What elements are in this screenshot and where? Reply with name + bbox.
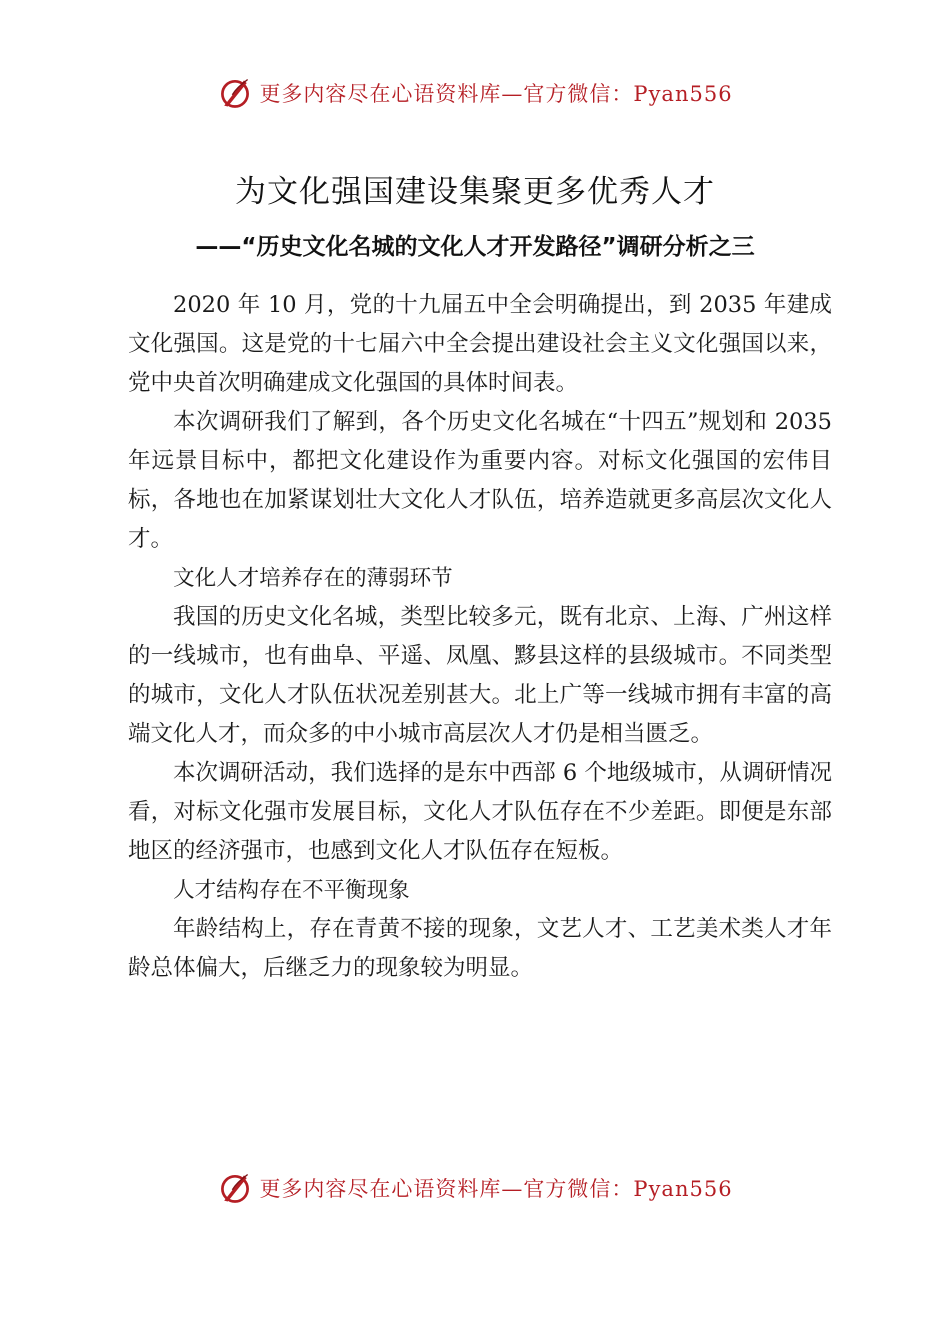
paragraph: 我国的历史文化名城，类型比较多元，既有北京、上海、广州这样的一线城市，也有曲阜、平遥、凤凰、黟县这样的县级城市。不同类型的城市，文化人才队伍状况差别甚大。北上广等一线城市拥有丰富的高端文化人才，而众多的中小城市高层次人才仍是相当匮乏。 <box>128 604 832 747</box>
paragraph: 年龄结构上，存在青黄不接的现象，文艺人才、工艺美术类人才年龄总体偏大，后继乏力的现象较为明显。 <box>128 916 832 981</box>
section-heading: 文化人才培养存在的薄弱环节 <box>173 566 453 591</box>
footer-banner-text: 更多内容尽在心语资料库—官方微信：Pyan556 <box>259 1177 733 1201</box>
document-title: 为文化强国建设集聚更多优秀人才 <box>235 174 715 210</box>
document-body <box>128 286 832 988</box>
document-subtitle: ——“历史文化名城的文化人才开发路径”调研分析之三 <box>195 234 755 260</box>
header-banner-text: 更多内容尽在心语资料库—官方微信：Pyan556 <box>259 82 733 106</box>
paragraph: 本次调研活动，我们选择的是东中西部 6 个地级城市，从调研情况看，对标文化强市发展目标，文化人才队伍存在不少差距。即便是东部地区的经济强市，也感到文化人才队伍存在短板。 <box>128 760 832 864</box>
paragraph: 本次调研我们了解到，各个历史文化名城在“十四五”规划和 2035 年远景目标中，都把文化建设作为重要内容。对标文化强国的宏伟目标，各地也在加紧谋划壮大文化人才队伍，培养造就更多高层次文化人才。 <box>128 409 832 552</box>
quill-pen-logo-icon <box>217 75 253 111</box>
footer-banner <box>0 1166 950 1210</box>
quill-pen-logo-icon <box>217 1170 253 1206</box>
header-banner <box>0 71 950 115</box>
paragraph: 2020 年 10 月，党的十九届五中全会明确提出，到 2035 年建成文化强国。这是党的十七届六中全会提出建设社会主义文化强国以来，党中央首次明确建成文化强国的具体时间表。 <box>128 292 832 396</box>
section-heading: 人才结构存在不平衡现象 <box>173 878 410 903</box>
